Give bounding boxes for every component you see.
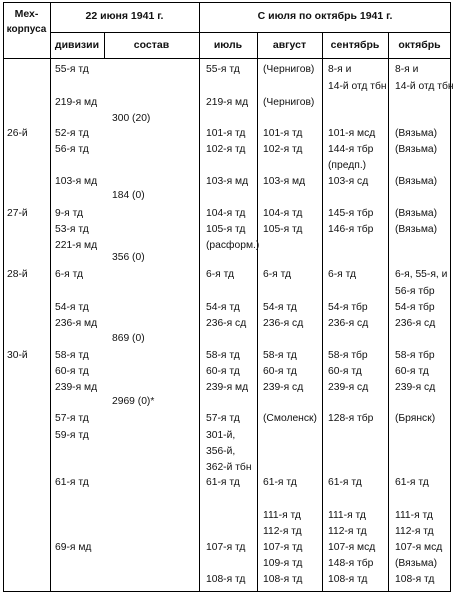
division-cell: 219-я мд <box>55 97 98 108</box>
division-cell: 58-я тд <box>55 350 89 361</box>
august-cell: 104-я тд <box>263 208 303 219</box>
corps-label: 28-й <box>7 269 28 280</box>
july-cell: 55-я тд <box>206 64 240 75</box>
august-cell: 109-я тд <box>263 558 303 569</box>
october-cell: (Вязьма) <box>395 208 438 219</box>
october-cell: (Вязьма) <box>395 224 438 235</box>
september-cell: 103-я сд <box>328 176 369 187</box>
august-cell: 103-я мд <box>263 176 306 187</box>
september-cell: 6-я тд <box>328 269 356 280</box>
july-cell: 6-я тд <box>206 269 234 280</box>
corps-label: 30-й <box>7 350 28 361</box>
october-cell: 54-я тбр <box>395 302 435 313</box>
division-cell: 239-я мд <box>55 382 98 393</box>
august-cell: 108-я тд <box>263 574 303 585</box>
composition-value: 184 (0) <box>112 190 145 201</box>
september-cell: 101-я мсд <box>328 128 376 139</box>
july-cell: 60-я тд <box>206 366 240 377</box>
header-divisions: дивизии <box>54 39 100 51</box>
august-cell: 60-я тд <box>263 366 297 377</box>
august-cell: 111-я тд <box>263 510 301 521</box>
october-cell: (Вязьма) <box>395 176 438 187</box>
september-cell: 145-я тбр <box>328 208 374 219</box>
october-cell: 111-я тд <box>395 510 433 521</box>
august-cell: 102-я тд <box>263 144 303 155</box>
july-cell: 101-я тд <box>206 128 246 139</box>
august-cell: 107-я тд <box>263 542 303 553</box>
header-composition: состав <box>133 39 170 51</box>
august-cell: (Чернигов) <box>263 64 315 75</box>
composition-value: 2969 (0)* <box>112 396 155 407</box>
september-cell: 54-я тбр <box>328 302 368 313</box>
august-cell: (Смоленск) <box>263 413 317 424</box>
october-cell: 60-я тд <box>395 366 429 377</box>
division-cell: 9-я тд <box>55 208 83 219</box>
october-cell: (Брянск) <box>395 413 436 424</box>
header-june-22: 22 июня 1941 г. <box>85 10 164 22</box>
july-cell: 219-я мд <box>206 97 249 108</box>
august-cell: (Чернигов) <box>263 97 315 108</box>
header-august: август <box>272 39 307 51</box>
september-cell: 144-я тбр <box>328 144 374 155</box>
grid-line <box>50 2 51 592</box>
september-cell: 108-я тд <box>328 574 368 585</box>
august-cell: 112-я тд <box>263 526 302 537</box>
july-cell: 236-я сд <box>206 318 247 329</box>
july-cell: 356-й, <box>206 446 236 457</box>
grid-line <box>199 2 200 592</box>
july-cell: 301-й, <box>206 430 236 441</box>
division-cell: 221-я мд <box>55 240 98 251</box>
september-cell: (предп.) <box>328 160 367 171</box>
september-cell: 58-я тбр <box>328 350 368 361</box>
division-cell: 52-я тд <box>55 128 89 139</box>
august-cell: 239-я сд <box>263 382 304 393</box>
august-cell: 54-я тд <box>263 302 297 313</box>
october-cell: 56-я тбр <box>395 286 435 297</box>
september-cell: 148-я тбр <box>328 558 374 569</box>
september-cell: 61-я тд <box>328 477 362 488</box>
july-cell: 108-я тд <box>206 574 246 585</box>
october-cell: 58-я тбр <box>395 350 435 361</box>
october-cell: 112-я тд <box>395 526 434 537</box>
corps-label: 27-й <box>7 208 28 219</box>
july-cell: 61-я тд <box>206 477 240 488</box>
division-cell: 6-я тд <box>55 269 83 280</box>
september-cell: 128-я тбр <box>328 413 374 424</box>
july-cell: 58-я тд <box>206 350 240 361</box>
division-cell: 61-я тд <box>55 477 89 488</box>
header-july-october: С июля по октябрь 1941 г. <box>257 10 393 22</box>
header-corps-bottom: корпуса <box>6 24 47 35</box>
august-cell: 105-я тд <box>263 224 303 235</box>
july-cell: 105-я тд <box>206 224 246 235</box>
composition-value: 356 (0) <box>112 252 145 263</box>
header-corps-top: Мех- <box>14 8 39 20</box>
october-cell: 236-я сд <box>395 318 436 329</box>
division-cell: 103-я мд <box>55 176 98 187</box>
september-cell: 112-я тд <box>328 526 367 537</box>
october-cell: (Вязьма) <box>395 128 438 139</box>
july-cell: 239-я мд <box>206 382 249 393</box>
october-cell: (Вязьма) <box>395 558 438 569</box>
september-cell: 8-я и <box>328 64 352 75</box>
september-cell: 107-я мсд <box>328 542 376 553</box>
october-cell: 8-я и <box>395 64 419 75</box>
august-cell: 61-я тд <box>263 477 297 488</box>
october-cell: 14-й отд тбн <box>395 81 454 92</box>
division-cell: 55-я тд <box>55 64 89 75</box>
division-cell: 57-я тд <box>55 413 89 424</box>
grid-line <box>50 32 451 33</box>
july-cell: (расформ.) <box>206 240 260 251</box>
july-cell: 362-й тбн <box>206 462 252 473</box>
august-cell: 101-я тд <box>263 128 303 139</box>
september-cell: 146-я тбр <box>328 224 374 235</box>
division-cell: 60-я тд <box>55 366 89 377</box>
october-cell: 61-я тд <box>395 477 429 488</box>
august-cell: 58-я тд <box>263 350 297 361</box>
division-cell: 54-я тд <box>55 302 89 313</box>
august-cell: 236-я сд <box>263 318 304 329</box>
october-cell: (Вязьма) <box>395 144 438 155</box>
division-cell: 236-я мд <box>55 318 98 329</box>
division-cell: 69-я мд <box>55 542 92 553</box>
grid-line <box>257 32 258 592</box>
august-cell: 6-я тд <box>263 269 291 280</box>
july-cell: 57-я тд <box>206 413 240 424</box>
october-cell: 6-я, 55-я, и <box>395 269 448 280</box>
july-cell: 103-я мд <box>206 176 249 187</box>
july-cell: 54-я тд <box>206 302 240 313</box>
september-cell: 236-я сд <box>328 318 369 329</box>
division-cell: 56-я тд <box>55 144 89 155</box>
composition-value: 869 (0) <box>112 333 145 344</box>
october-cell: 239-я сд <box>395 382 436 393</box>
july-cell: 107-я тд <box>206 542 246 553</box>
grid-line <box>3 58 451 59</box>
header-july: июль <box>213 39 243 51</box>
division-cell: 59-я тд <box>55 430 89 441</box>
september-cell: 60-я тд <box>328 366 362 377</box>
october-cell: 108-я тд <box>395 574 435 585</box>
division-cell: 53-я тд <box>55 224 89 235</box>
corps-label: 26-й <box>7 128 28 139</box>
july-cell: 104-я тд <box>206 208 246 219</box>
composition-value: 300 (20) <box>112 113 151 124</box>
september-cell: 111-я тд <box>328 510 366 521</box>
header-october: октябрь <box>398 39 441 51</box>
july-cell: 102-я тд <box>206 144 246 155</box>
grid-line <box>388 32 389 592</box>
header-september: сентябрь <box>330 39 380 51</box>
september-cell: 239-я сд <box>328 382 369 393</box>
september-cell: 14-й отд тбн <box>328 81 387 92</box>
october-cell: 107-я мсд <box>395 542 443 553</box>
grid-line <box>322 32 323 592</box>
